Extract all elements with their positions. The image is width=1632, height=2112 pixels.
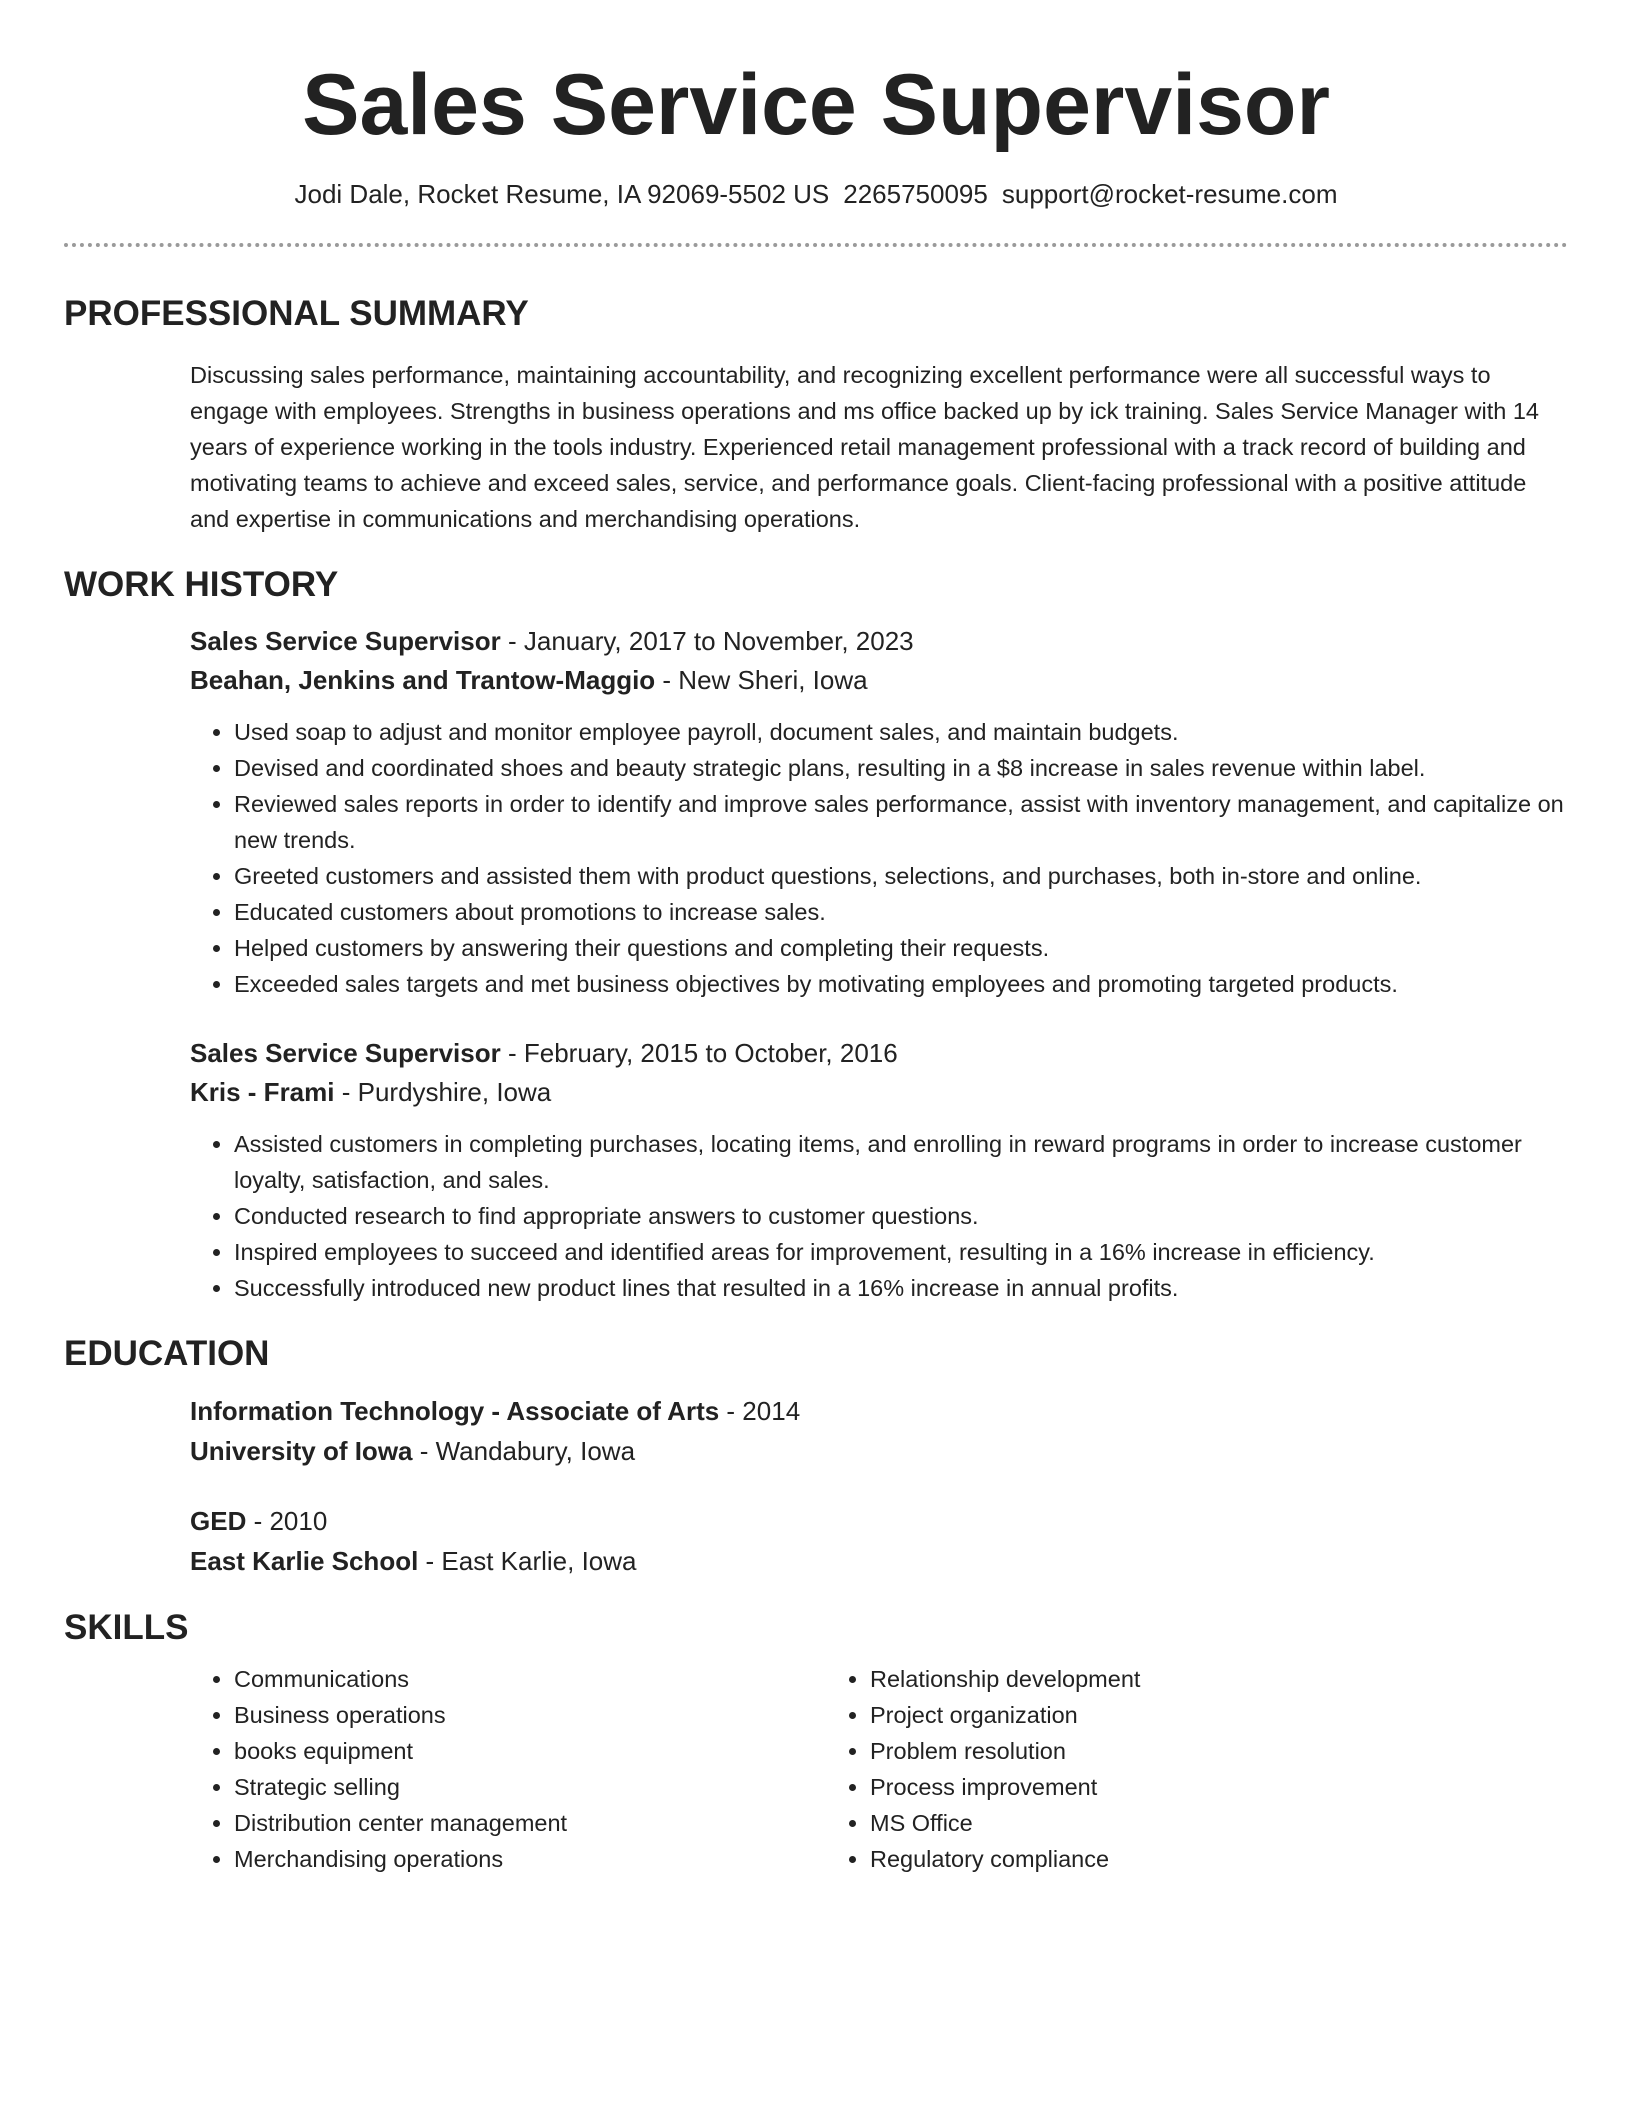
skill-item: • MS Office xyxy=(870,1805,1506,1841)
job-bullets xyxy=(190,714,1568,1002)
skill-item: • Distribution center management xyxy=(234,1805,826,1841)
job-bullet: • Educated customers about promotions to increase sales. xyxy=(234,894,1568,930)
education-degree: GED xyxy=(190,1506,247,1536)
skills-heading: SKILLS xyxy=(64,1608,189,1647)
job-dates: - February, 2015 to October, 2016 xyxy=(500,1038,898,1068)
job-location: - New Sheri, Iowa xyxy=(655,665,868,695)
job-role: Sales Service Supervisor xyxy=(190,1038,501,1068)
job-bullet: • Conducted research to find appropriate answers to customer questions. xyxy=(234,1198,1568,1234)
education-location: - Wandabury, Iowa xyxy=(412,1436,636,1466)
job-company-line xyxy=(190,661,1568,700)
job-bullet: • Inspired employees to succeed and identified areas for improvement, resulting in a 16% increase in efficiency. xyxy=(234,1234,1568,1270)
skill-item: • Problem resolution xyxy=(870,1733,1506,1769)
education-heading: EDUCATION xyxy=(64,1334,270,1373)
job-location: - Purdyshire, Iowa xyxy=(334,1077,552,1107)
skill-item: • Communications xyxy=(234,1661,826,1697)
skills-list-left xyxy=(190,1661,826,1877)
job-bullets xyxy=(190,1126,1568,1306)
education-section xyxy=(190,1391,1568,1581)
job-company-line xyxy=(190,1073,1568,1112)
job-bullet: • Devised and coordinated shoes and beauty strategic plans, resulting in a $8 increase in sales revenue within label. xyxy=(234,750,1568,786)
education-degree: Information Technology - Associate of Arts xyxy=(190,1396,720,1426)
education-entry xyxy=(190,1391,1568,1471)
skills-section xyxy=(190,1661,1568,1877)
job-dates: - January, 2017 to November, 2023 xyxy=(500,626,914,656)
skills-list-right xyxy=(826,1661,1506,1877)
contact-email: support@rocket-resume.com xyxy=(1001,179,1338,209)
job-bullet: • Exceeded sales targets and met business objectives by motivating employees and promoting targeted products. xyxy=(234,966,1568,1002)
skill-item: • Strategic selling xyxy=(234,1769,826,1805)
skill-item: • books equipment xyxy=(234,1733,826,1769)
skill-item: • Business operations xyxy=(234,1697,826,1733)
summary-text: Discussing sales performance, maintaining accountability, and recognizing excellent performance were all successful ways to engage with employees. Strengths in business operations and ms office backed up by ick training. Sales Service Manager with 14 years of experience working in the tools industry. Experienced retail management professional with a track record of building and motivating teams to achieve and exceed sales, service, and performance goals. Client-facing professional with a positive attitude and expertise in communications and merchandising operations. xyxy=(190,362,1539,532)
job-bullet: • Reviewed sales reports in order to identify and improve sales performance, assist with inventory management, and capitalize on new trends. xyxy=(234,786,1568,858)
education-school-line xyxy=(190,1431,1568,1471)
education-entry xyxy=(190,1501,1568,1581)
resume-name: Sales Service Supervisor xyxy=(302,57,1330,153)
job-entry xyxy=(190,622,1568,1002)
job-bullet: • Successfully introduced new product lines that resulted in a 16% increase in annual profits. xyxy=(234,1270,1568,1306)
contact-address: Jodi Dale, Rocket Resume, IA 92069-5502 US xyxy=(294,179,830,209)
skill-item: • Relationship development xyxy=(870,1661,1506,1697)
skill-item: • Project organization xyxy=(870,1697,1506,1733)
contact-phone: 2265750095 xyxy=(843,179,988,209)
job-bullet: • Assisted customers in completing purchases, locating items, and enrolling in reward programs in order to increase customer loyalty, satisfaction, and sales. xyxy=(234,1126,1568,1198)
contact-line xyxy=(64,177,1568,211)
summary-section xyxy=(190,357,1568,537)
education-degree-line xyxy=(190,1501,1568,1541)
work-history-section xyxy=(190,622,1568,1306)
education-school: East Karlie School xyxy=(190,1546,419,1576)
resume-page xyxy=(64,0,1568,1877)
education-school: University of Iowa xyxy=(190,1436,413,1466)
skill-item: • Process improvement xyxy=(870,1769,1506,1805)
education-location: - East Karlie, Iowa xyxy=(418,1546,637,1576)
job-company: Beahan, Jenkins and Trantow-Maggio xyxy=(190,665,656,695)
job-title-line xyxy=(190,622,1568,661)
job-title-line xyxy=(190,1034,1568,1073)
work-history-heading: WORK HISTORY xyxy=(64,565,339,604)
education-year: - 2010 xyxy=(246,1506,328,1536)
job-bullet: • Greeted customers and assisted them with product questions, selections, and purchases, both in-store and online. xyxy=(234,858,1568,894)
job-entry xyxy=(190,1034,1568,1306)
education-school-line xyxy=(190,1541,1568,1581)
job-company: Kris - Frami xyxy=(190,1077,335,1107)
skill-item: • Regulatory compliance xyxy=(870,1841,1506,1877)
job-bullet: • Used soap to adjust and monitor employee payroll, document sales, and maintain budgets. xyxy=(234,714,1568,750)
job-bullet: • Helped customers by answering their questions and completing their requests. xyxy=(234,930,1568,966)
summary-heading: PROFESSIONAL SUMMARY xyxy=(64,294,529,333)
job-role: Sales Service Supervisor xyxy=(190,626,501,656)
education-degree-line xyxy=(190,1391,1568,1431)
skill-item: • Merchandising operations xyxy=(234,1841,826,1877)
education-year: - 2014 xyxy=(719,1396,801,1426)
header-divider xyxy=(64,243,1568,247)
